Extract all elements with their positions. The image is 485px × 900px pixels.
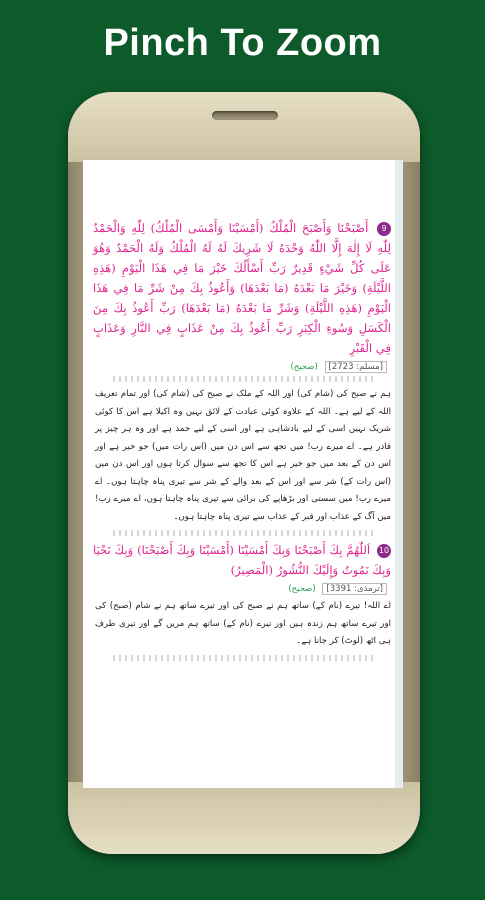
dua-arabic: اَللّٰهُمَّ بِكَ أَصْبَحْنَا وَبِكَ أَمْسَيْنَا (أَمْسَيْنَا وَبِكَ أَصْبَحْنَا) وَبِكَ نَحْيَا وَبِكَ نَمُوتُ وَإِلَيْكَ النُّشُورُ (الْمَصِيرُ) — [93, 543, 391, 577]
phone-screen[interactable] — [83, 160, 403, 788]
dua-reference-2 — [83, 584, 403, 594]
grade-text: (صحیح) — [290, 362, 318, 372]
phone-top-bezel — [68, 92, 420, 162]
divider — [113, 655, 373, 661]
headline: Pinch To Zoom — [103, 22, 382, 64]
dua-text-2 — [83, 540, 403, 580]
phone-bottom-bezel — [68, 782, 420, 854]
translation-1: ہم نے صبح کی (شام کی) اور اللہ کے ملک نے صبح کی (شام کی) اور تمام تعریف اللہ کے لیے ہے۔ اللہ کے علاوہ کوئی عبادت کے لائق نہیں وہ اکیلا ہے اس کا کوئی شریک نہیں اسی کے لیے بادشاہی ہے اور اسی کے لیے حمد ہے اور وہ ہر چیز پر قادر ہے۔ اے میرے رب! میں تجھ سے اس دن میں (اس رات میں) جو خیر ہے اور اس دن کے بعد میں جو خیر ہے اس کا تجھ سے سوال کرتا ہوں اور اس دن میں (اس رات کے) شر سے اور اس کے بعد والے کے شر سے تیری پناہ چاہتا ہوں۔ اے میرے رب! میں سستی اور بڑھاپے کی برائی سے تیری پناہ چاہتا ہوں، اے میرے رب! میں آگ کے عذاب اور قبر کے عذاب سے تیری پناہ چاہتا ہوں۔ — [95, 389, 391, 522]
top-blank — [83, 160, 403, 218]
dua-number-badge: 9 — [377, 222, 391, 236]
dua-number-badge: 10 — [377, 544, 391, 558]
reference-text: [مسلم: 2723] — [325, 361, 387, 373]
dua-text-1 — [83, 218, 403, 358]
translation-2: اے اللہ! تیرے (نام کے) ساتھ ہم نے صبح کی اور تیرے ساتھ ہم نے شام (صبح) کی اور تیرے ساتھ ہم زندہ ہیں اور تیرے (نام کے) ساتھ ہم مریں گے اور تیری طرف ہی اٹھ (لوٹ) کر جانا ہے۔ — [95, 601, 391, 646]
grade-text: (صحیح) — [288, 584, 316, 594]
speaker-grille — [212, 111, 278, 120]
divider — [113, 376, 373, 382]
dua-reference-1 — [83, 362, 403, 372]
scroll-edge[interactable] — [395, 160, 403, 788]
dua-arabic: أَصْبَحْنَا وَأَصْبَحَ الْمُلْكُ (أَمْسَيْنَا وَأَمْسَى الْمُلْكُ) لِلّٰهِ وَالْحَمْدُ لِلّٰهِ لَا إِلٰهَ إِلَّا اللّٰهُ وَحْدَهُ لَا شَرِيكَ لَهُ لَهُ الْمُلْكُ وَلَهُ الْحَمْدُ وَهُوَ عَلَى كُلِّ شَيْءٍ قَدِيرٌ رَبِّ أَسْأَلُكَ خَيْرَ مَا فِي هَذَا الْيَوْمِ (هَذِهِ اللَّيْلَةِ) وَخَيْرَ مَا بَعْدَهُ (مَا بَعْدَهَا) وَأَعُوذُ بِكَ مِنْ شَرِّ مَا فِي هَذَا الْيَوْمِ (هَذِهِ اللَّيْلَةِ) وَشَرِّ مَا بَعْدَهُ (مَا بَعْدَهَا) رَبِّ أَعُوذُ بِكَ مِنَ الْكَسَلِ وَسُوءِ الْكِبَرِ رَبِّ أَعُوذُ بِكَ مِنْ عَذَابٍ فِي النَّارِ وَعَذَابٍ فِي الْقَبْرِ — [93, 221, 391, 355]
divider — [113, 530, 373, 536]
reference-text: [ترمذی: 3391] — [322, 583, 387, 595]
